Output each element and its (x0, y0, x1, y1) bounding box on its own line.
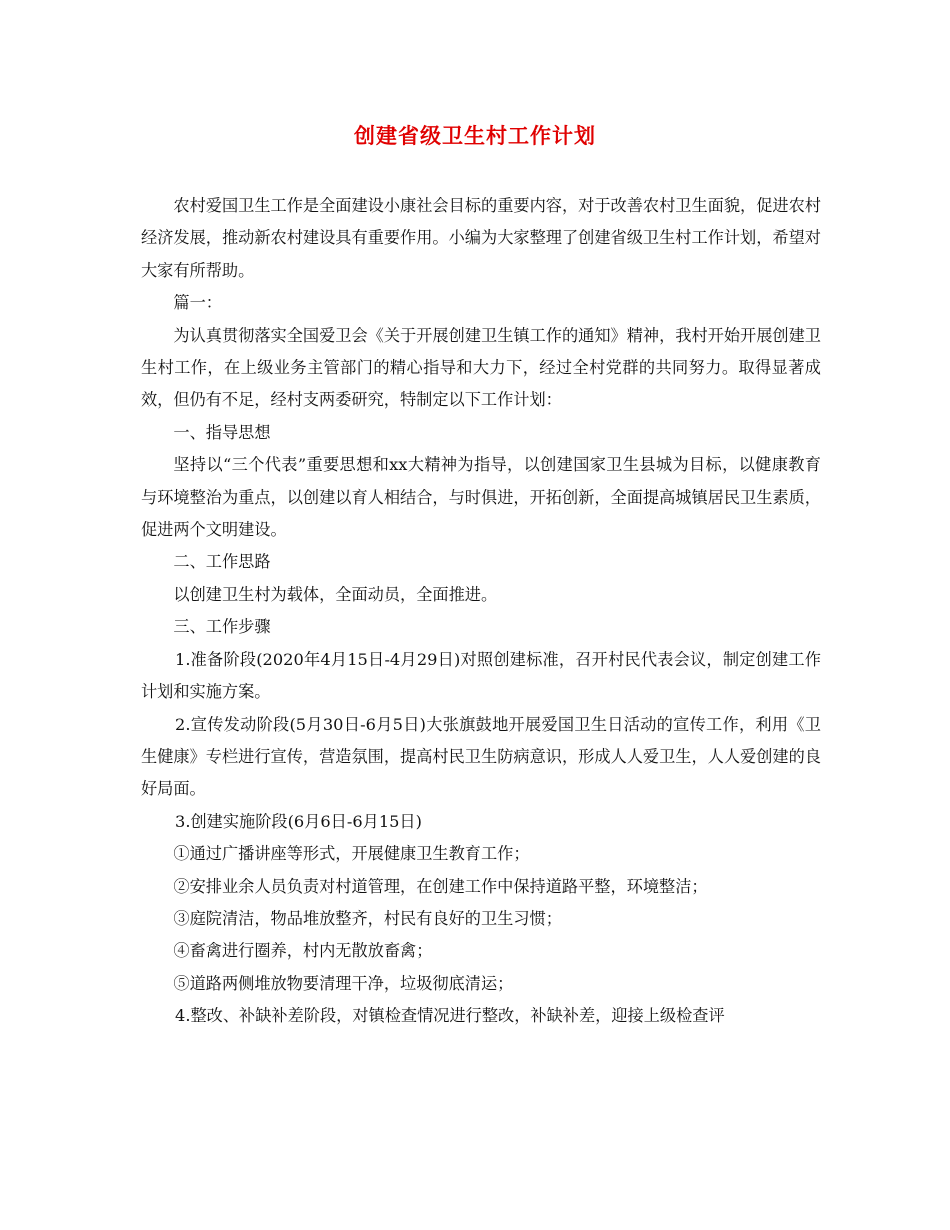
intro-paragraph: 农村爱国卫生工作是全面建设小康社会目标的重要内容，对于改善农村卫生面貌，促进农村经济发展，推动新农村建设具有重要作用。小编为大家整理了创建省级卫生村工作计划，希望对大家有所帮助。 (141, 196, 821, 280)
list-item: ①通过广播讲座等形式，开展健康卫生教育工作； (173, 844, 530, 864)
list-item: ③庭院清洁，物品堆放整齐，村民有良好的卫生习惯； (173, 908, 562, 928)
list-item: ⑤道路两侧堆放物要清理干净，垃圾彻底清运； (173, 973, 514, 993)
heading-work-approach: 二、工作思路 (173, 552, 271, 572)
heading-guiding-ideology: 一、指导思想 (173, 422, 271, 442)
heading-work-steps: 三、工作步骤 (173, 617, 271, 637)
step-publicity: 2.宣传发动阶段(5月30日-6月5日)大张旗鼓地开展爱国卫生日活动的宣传工作，利用《卫生健康》专栏进行宣传，营造氛围，提高村民卫生防病意识，形成人人爱卫生，人人爱创建的良好局面。 (141, 714, 821, 799)
step-preparation: 1.准备阶段(2020年4月15日-4月29日)对照创建标准，召开村民代表会议，制定创建工作计划和实施方案。 (141, 649, 821, 702)
list-item: ④畜禽进行圈养，村内无散放畜禽； (173, 941, 433, 961)
step-implementation: 3.创建实施阶段(6月6日-6月15日) (175, 811, 422, 831)
document-body (141, 190, 821, 1033)
section-label-part-one: 篇一： (173, 293, 222, 313)
guiding-ideology-paragraph: 坚持以“三个代表”重要思想和xx大精神为指导，以创建国家卫生县城为目标，以健康教育与环境整治为重点，以创建以育人相结合，与时俱进，开拓创新，全面提高城镇居民卫生素质，促进两个文明建设。 (141, 455, 821, 540)
list-item: ②安排业余人员负责对村道管理，在创建工作中保持道路平整，环境整洁； (173, 876, 708, 896)
step-rectification: 4.整改、补缺补差阶段，对镇检查情况进行整改，补缺补差，迎接上级检查评 (175, 1006, 725, 1026)
work-approach-paragraph: 以创建卫生村为载体，全面动员，全面推进。 (173, 584, 498, 604)
document-title: 创建省级卫生村工作计划 (354, 124, 596, 148)
background-paragraph: 为认真贯彻落实全国爱卫会《关于开展创建卫生镇工作的通知》精神，我村开始开展创建卫生村工作，在上级业务主管部门的精心指导和大力下，经过全村党群的共同努力。取得显著成效，但仍有不足，经村支两委研究，特制定以下工作计划： (141, 325, 821, 410)
